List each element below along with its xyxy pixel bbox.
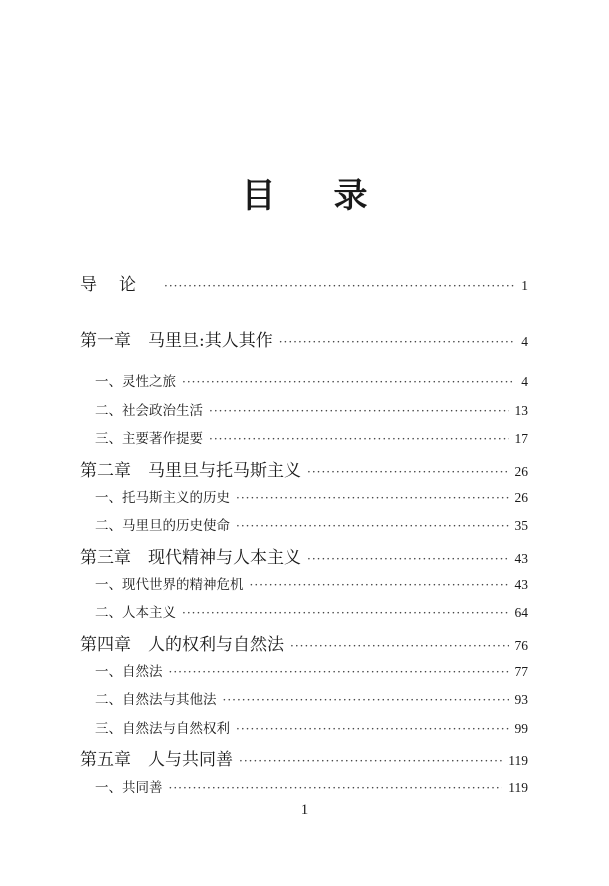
toc-entry-section[interactable] — [95, 717, 528, 737]
toc-page-number: 4 — [521, 334, 528, 349]
toc-entry-label: 二、社会政治生活 — [95, 403, 203, 419]
toc-page-number: 4 — [521, 374, 528, 389]
toc-entry-label: 第五章 人与共同善 — [80, 750, 233, 770]
dot-leader — [279, 335, 516, 349]
toc-entry-label: 二、人本主义 — [95, 605, 176, 621]
toc-entry-label: 三、自然法与自然权利 — [95, 721, 230, 737]
toc-entry-chapter-1[interactable] — [80, 326, 528, 351]
toc-entry-label: 第一章 马里旦:其人其作 — [80, 331, 273, 351]
toc-page-number: 43 — [514, 577, 528, 592]
toc-page-number: 99 — [514, 721, 528, 736]
dot-leader — [290, 639, 509, 653]
dot-leader — [250, 578, 509, 592]
toc-entry-label: 第四章 人的权利与自然法 — [80, 635, 284, 655]
toc-entry-label: 一、自然法 — [95, 664, 163, 680]
toc-entry-chapter-5[interactable] — [80, 745, 528, 770]
dot-leader — [236, 722, 509, 736]
toc-entry-label: 一、托马斯主义的历史 — [95, 490, 230, 506]
toc-entry-section[interactable] — [95, 370, 528, 390]
toc-entry-section[interactable] — [95, 660, 528, 680]
toc-entry-label: 三、主要著作提要 — [95, 431, 203, 447]
page-title: 目录 — [241, 176, 426, 216]
toc-page-number: 17 — [514, 431, 528, 446]
toc-page-number: 93 — [514, 692, 528, 707]
dot-leader — [307, 552, 509, 566]
toc-entry-chapter-4[interactable] — [80, 630, 528, 655]
dot-leader — [169, 665, 509, 679]
toc-entry-section[interactable] — [95, 601, 528, 621]
toc-entry-section[interactable] — [95, 573, 528, 593]
toc-entry-label: 一、现代世界的精神危机 — [95, 577, 244, 593]
dot-leader — [239, 754, 502, 768]
toc-page-number: 26 — [514, 490, 528, 505]
toc-entry-section[interactable] — [95, 514, 528, 534]
toc-page-number: 64 — [514, 605, 528, 620]
toc-entry-chapter-3[interactable] — [80, 543, 528, 568]
toc-entry-section[interactable] — [95, 486, 528, 506]
page-number: 1 — [300, 802, 309, 818]
toc-entry-section[interactable] — [95, 427, 528, 447]
toc-entry-section[interactable] — [95, 399, 528, 419]
dot-leader — [223, 693, 509, 707]
dot-leader — [209, 404, 509, 418]
toc-page-number: 119 — [508, 753, 528, 768]
toc-entry-section[interactable] — [95, 688, 528, 708]
toc-entry-label: 导论 — [80, 275, 158, 295]
dot-leader — [209, 432, 509, 446]
dot-leader — [307, 465, 509, 479]
toc-entry-label: 第二章 马里旦与托马斯主义 — [80, 461, 301, 481]
toc-entry-label: 一、共同善 — [95, 780, 163, 796]
dot-leader — [182, 606, 509, 620]
dot-leader — [169, 781, 503, 795]
toc-page-number: 26 — [514, 464, 528, 479]
toc-page-number: 1 — [521, 278, 528, 293]
toc-entry-label: 二、马里旦的历史使命 — [95, 518, 230, 534]
toc-page-number: 119 — [508, 780, 528, 795]
toc-page-number: 43 — [514, 551, 528, 566]
toc-page-number: 35 — [514, 518, 528, 533]
toc-page-number: 76 — [514, 638, 528, 653]
dot-leader — [236, 519, 509, 533]
toc-entry-label: 二、自然法与其他法 — [95, 692, 217, 708]
dot-leader — [164, 279, 515, 293]
toc-entry-label: 一、灵性之旅 — [95, 374, 176, 390]
toc-entry-chapter-2[interactable] — [80, 456, 528, 481]
dot-leader — [182, 375, 515, 389]
dot-leader — [236, 491, 509, 505]
toc-entry-label: 第三章 现代精神与人本主义 — [80, 548, 301, 568]
toc-entry-intro[interactable] — [80, 270, 528, 295]
toc-entry-section[interactable] — [95, 776, 528, 796]
toc-page-number: 13 — [514, 403, 528, 418]
toc-page-number: 77 — [514, 664, 528, 679]
